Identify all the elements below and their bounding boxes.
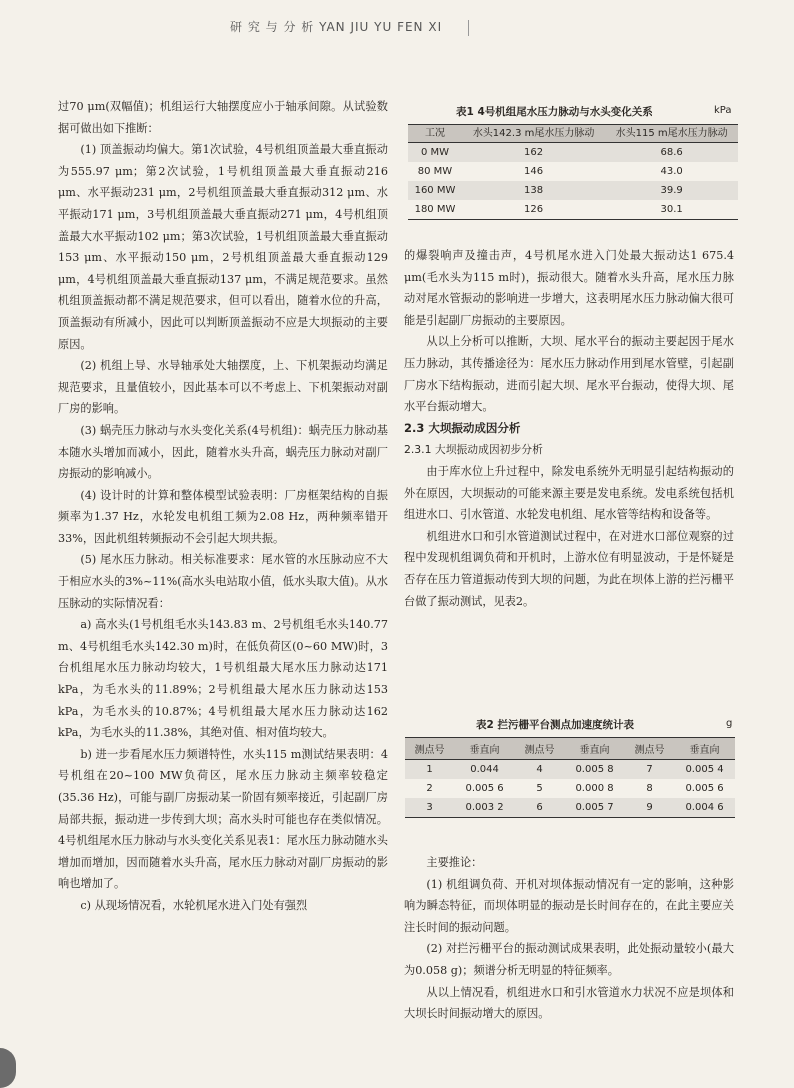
paragraph: c) 从现场情况看，水轮机尾水进入门处有强烈	[80, 898, 308, 912]
paragraph: 从以上情况看，机组进水口和引水管道水力状况不应是坝体和大坝长时间振动增大的原因。	[404, 985, 734, 1021]
table-cell: 7	[625, 760, 674, 780]
table-cell: 6	[515, 798, 564, 818]
paragraph: 机组进水口和引水管道测试过程中，在对进水口部位观察的过程中发现机组调负荷和开机时，上游水位有明显波动，于是怀疑是否存在压力管道振动传到大坝的问题，为此在坝体上游的拦污栅平台做了振动测试，见表2。	[404, 529, 734, 608]
table-header: 工况	[408, 125, 462, 143]
table-cell: 0.005 8	[564, 760, 625, 780]
table-header: 测点号	[625, 738, 674, 760]
table-header: 垂直向	[564, 738, 625, 760]
paragraph: (3) 蜗壳压力脉动与水头变化关系(4号机组)：蜗壳压力脉动基本随水头增加而减小，因此，随着水头升高，蜗壳压力脉动对副厂房振动的影响减小。	[58, 423, 388, 481]
paragraph: (4) 设计时的计算和整体模型试验表明：厂房框架结构的自振频率为1.37 Hz，水轮发电机组工频为2.08 Hz，两种频率错开33%，因此机组转频振动不会引起大坝共振。	[58, 488, 388, 545]
paragraph: (5) 尾水压力脉动。相关标准要求：尾水管的水压脉动应不大于相应水头的3%~11%(高水头电站取小值，低水头取大值)。从水压脉动的实际情况看：	[58, 553, 388, 610]
paragraph: (1) 顶盖振动均偏大。第1次试验，4号机组顶盖最大垂直振动为555.97 μm；第2次试验，1号机组顶盖最大垂直振动216 μm、水平振动231 μm，2号机组顶盖最大垂直振动312 μm、水平振动171 μm，3号机组顶盖最大垂直振动271 μm，4号机组顶盖最大水平振动102 μm；第3次试验，1号机组顶盖最大垂直振动153 μm、水平振动150 μm，2号机组顶盖最大垂直振动129 μm，4号机组顶盖最大垂直振动137 μm，不满足规范要求。虽然机组顶盖振动都不满足规范要求，但可以看出，随着水位的升高，顶盖振动有所减小，因此可以判断顶盖振动不应是大坝振动的主要原因。	[58, 143, 388, 351]
table-cell: 0.000 8	[575, 783, 614, 794]
table1-caption: 表1 4号机组尾水压力脉动与水头变化关系	[456, 106, 653, 118]
table1	[408, 124, 738, 220]
table-header: 测点号	[515, 738, 564, 760]
paragraph: 的爆裂响声及撞击声，4号机尾水进入门处最大振动达1 675.4 μm(毛水头为115 m时)，振动很大。随着水头升高，尾水压力脉动对尾水管振动的影响进一步增大，这表明尾水压力脉动偏大很可能是引起副厂房振动的主要原因。	[404, 249, 734, 327]
table-header: 垂直向	[674, 738, 735, 760]
paragraph: (2) 对拦污栅平台的振动测试成果表明，此处振动量较小(最大为0.058 g)；频谱分析无明显的特征频率。	[404, 942, 734, 977]
table-header: 测点号	[405, 738, 454, 760]
right-column	[404, 245, 734, 612]
table-cell: 0.005 4	[674, 760, 735, 780]
table-header: 水头115 m尾水压力脉动	[605, 125, 738, 143]
table-cell: 160 MW	[408, 181, 462, 200]
table-cell: 0.044	[454, 760, 515, 780]
table-cell: 80 MW	[417, 166, 453, 177]
table-header: 垂直向	[454, 738, 515, 760]
paragraph: (2) 机组上导、水导轴承处大轴摆度，上、下机架振动均满足规范要求，且量值较小，因此基本可以不考虑上、下机架振动对副厂房的影响。	[58, 359, 388, 416]
left-column	[58, 96, 388, 917]
table-cell: 39.9	[605, 181, 738, 200]
table-cell: 0.005 6	[685, 783, 724, 794]
conclusions	[404, 852, 734, 1025]
table-cell: 2	[426, 783, 433, 794]
table-cell: 138	[462, 181, 605, 200]
table-cell: 0.004 6	[674, 798, 735, 818]
paragraph: a) 高水头(1号机组毛水头143.83 m、2号机组毛水头140.77 m、4号机组毛水头142.30 m)时，在低负荷区(0~60 MW)时，3台机组尾水压力脉动均较大，1号机组最大尾水压力脉动达171 kPa，为毛水头的11.89%；2号机组最大尾水压力脉动达153 kPa，为毛水头的10.87%；4号机组最大尾水压力脉动达162 kPa，为毛水头的11.38%，其绝对值、相对值均较大。	[58, 618, 388, 740]
table2-caption: 表2 拦污栅平台测点加速度统计表	[476, 719, 634, 731]
table-cell: 9	[625, 798, 674, 818]
table-cell: 0.005 7	[564, 798, 625, 818]
section-heading: 2.3 大坝振动成因分析	[404, 420, 521, 435]
paragraph: (1) 机组调负荷、开机对坝体振动情况有一定的影响，这种影响为瞬态特征，而坝体明显的振动是长时间存在的，在此主要应关注长时间的振动问题。	[404, 877, 734, 934]
table-cell: 162	[462, 143, 605, 163]
table-cell: 5	[536, 783, 543, 794]
table2-unit: g	[726, 718, 733, 729]
header-divider	[468, 20, 469, 36]
table2	[405, 737, 735, 818]
table1-unit: kPa	[714, 105, 732, 116]
subsection-heading: 2.3.1 大坝振动成因初步分析	[404, 443, 543, 457]
table-cell: 180 MW	[408, 200, 462, 220]
table-header: 水头142.3 m尾水压力脉动	[462, 125, 605, 143]
table-cell: 0 MW	[408, 143, 462, 163]
table-cell: 0.005 6	[465, 783, 504, 794]
table-cell: 146	[524, 166, 544, 177]
table-cell: 3	[405, 798, 454, 818]
table-cell: 8	[646, 783, 653, 794]
paragraph: 过70 μm(双幅值)；机组运行大轴摆度应小于轴承间隙。从试验数据可做出如下推断：	[58, 100, 388, 135]
table-cell: 30.1	[605, 200, 738, 220]
table-cell: 43.0	[660, 166, 683, 177]
page-corner-mark	[0, 1048, 16, 1088]
paragraph: b) 进一步看尾水压力频谱特性，水头115 m测试结果表明：4号机组在20~100 MW负荷区，尾水压力脉动主频率较稳定(35.36 Hz)，可能与副厂房振动某一阶固有频率接近，引起副厂房局部共振，振动进一步传到大坝；高水头时可能也存在类似情况。4号机组尾水压力脉动与水头变化关系见表1：尾水压力脉动随水头增加而增加，因而随着水头升高，尾水压力脉动对副厂房振动的影响也增加了。	[58, 747, 388, 891]
table-cell: 0.003 2	[454, 798, 515, 818]
paragraph: 从以上分析可以推断，大坝、尾水平台的振动主要起因于尾水压力脉动，其传播途径为：尾水压力脉动作用到尾水管壁，引起副厂房水下结构振动，进而引起大坝、尾水平台振动，使得大坝、尾水平台振动增大。	[404, 335, 734, 414]
table-cell: 1	[405, 760, 454, 780]
table-cell: 68.6	[605, 143, 738, 163]
table-cell: 4	[515, 760, 564, 780]
running-header: 研 究 与 分 析 YAN JIU YU FEN XI	[230, 20, 443, 34]
paragraph: 主要推论：	[426, 856, 483, 869]
table-cell: 126	[462, 200, 605, 220]
paragraph: 由于库水位上升过程中，除发电系统外无明显引起结构振动的外在原因，大坝振动的可能来源主要是发电系统。发电系统包括机组进水口、引水管道、水轮发电机组、尾水管等结构和设备等。	[404, 464, 734, 522]
